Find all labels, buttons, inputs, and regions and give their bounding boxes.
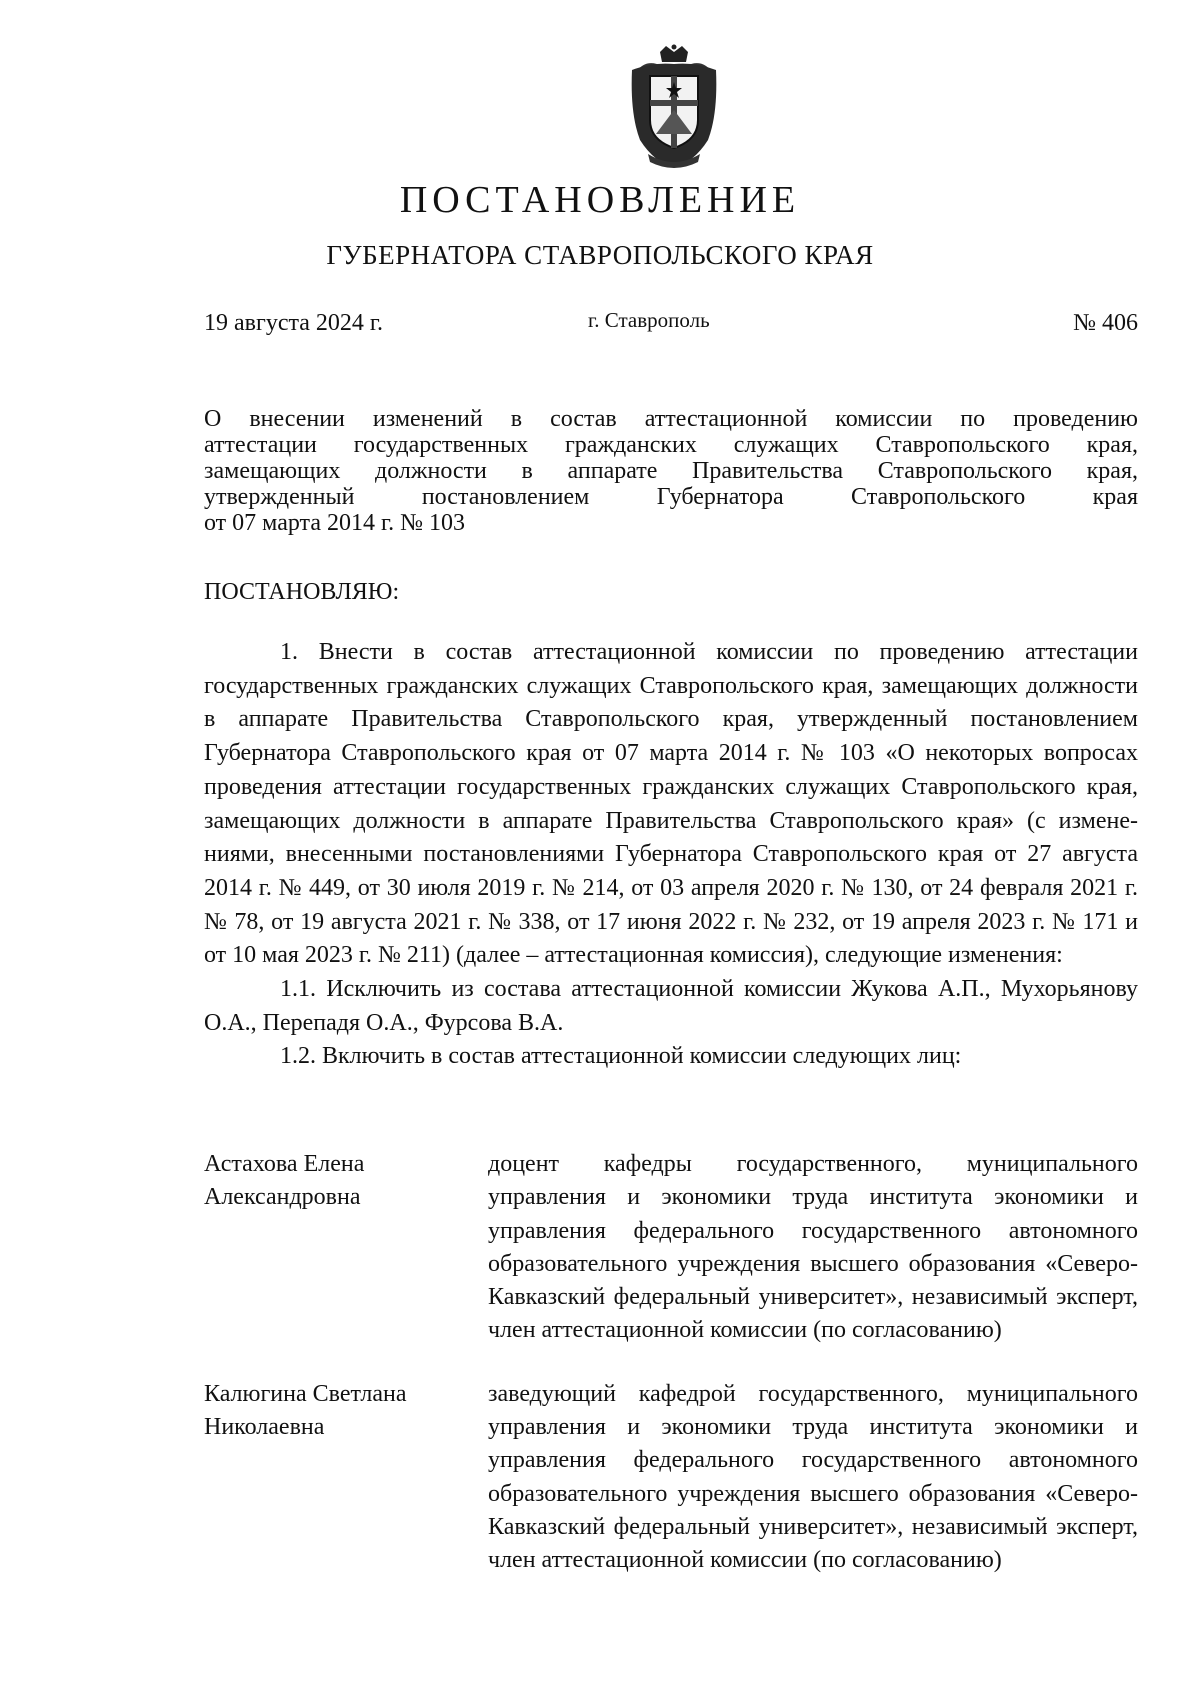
subject-line: от 07 марта 2014 г. № 103 (204, 510, 465, 536)
document-city: г. Ставрополь (588, 308, 710, 332)
document-body (204, 636, 1138, 1074)
persons-list (204, 1148, 1138, 1608)
document-title: ПОСТАНОВЛЕНИЕ (399, 179, 801, 221)
paragraph-1-2: 1.2. Включить в состав аттестационной комиссии следующих лиц: (280, 1043, 962, 1070)
person-entry (204, 1378, 1138, 1578)
document-subject (204, 406, 1138, 536)
person-name-line: Астахова Елена (204, 1151, 365, 1177)
subject-line: аттестации государственных гражданских служащих Ставропольского края, (204, 432, 1138, 458)
person-name (204, 1378, 488, 1578)
document-number: № 406 (1073, 310, 1138, 336)
paragraph-1: 1. Внести в состав аттестационной комиссии по проведению аттестации государственных гражданских служащих Ставропольского края, замещающих должности в аппарате Правительства Ставропольского края, утвержденный постановлением Губернатора Ставропольского края от 07 марта 2014 г. № 103 «О некоторых вопросах проведения аттестации государственных гражданских служащих Ставропольского края, замещающих должности в аппарате Правительства Ставропольского края» (с изменениями, внесенными постановлениями Губернатора Ставропольского края от 27 августа 2014 г. № 449, от 30 июля 2019 г. № 214, от 03 апреля 2020 г. № 130, от 24 февраля 2021 г. № 78, от 19 августа 2021 г. № 338, от 17 июня 2022 г. № 232, от 19 апреля 2023 г. № 171 и от 10 мая 2023 г. № 211) (далее – аттестационная комиссия), следующие изменения: (204, 639, 1138, 969)
person-name-line: Калюгина Светлана (204, 1380, 407, 1407)
person-name-line: Александровна (204, 1184, 361, 1211)
subject-line: замещающих должности в аппарате Правительства Ставропольского края, (204, 458, 1138, 484)
person-name-line: Николаевна (204, 1414, 325, 1441)
person-description: доцент кафедры государственного, муниципального управления и экономики труда института экономики и управления федерального государственного автономного образовательного учреждения высшего образования «Северо-Кавказский федеральный университет», независимый эксперт, член аттестационной комиссии (по согласованию) (488, 1151, 1138, 1344)
decree-word: ПОСТАНОВЛЯЮ: (204, 579, 400, 605)
subject-line: О внесении изменений в состав аттестационной комиссии по проведению (204, 406, 1138, 432)
document-subtitle: ГУБЕРНАТОРА СТАВРОПОЛЬСКОГО КРАЯ (326, 240, 874, 270)
stavropol-coat-of-arms-icon (626, 44, 722, 172)
subject-line: утвержденный постановлением Губернатора Ставропольского края (204, 484, 1138, 510)
person-name (204, 1148, 488, 1348)
document-date: 19 августа 2024 г. (204, 310, 384, 336)
paragraph-1-1: 1.1. Исключить из состава аттестационной комиссии Жукова А.П., Мухорьянову О.А., Перепадя О.А., Фурсова В.А. (204, 976, 1138, 1036)
person-entry (204, 1148, 1138, 1348)
person-description: заведующий кафедрой государственного, муниципального управления и экономики труда института экономики и управления федерального государственного автономного образовательного учреждения высшего образования «Северо-Кавказский федеральный университет», независимый эксперт, член аттестационной комиссии (по согласованию) (488, 1380, 1138, 1574)
